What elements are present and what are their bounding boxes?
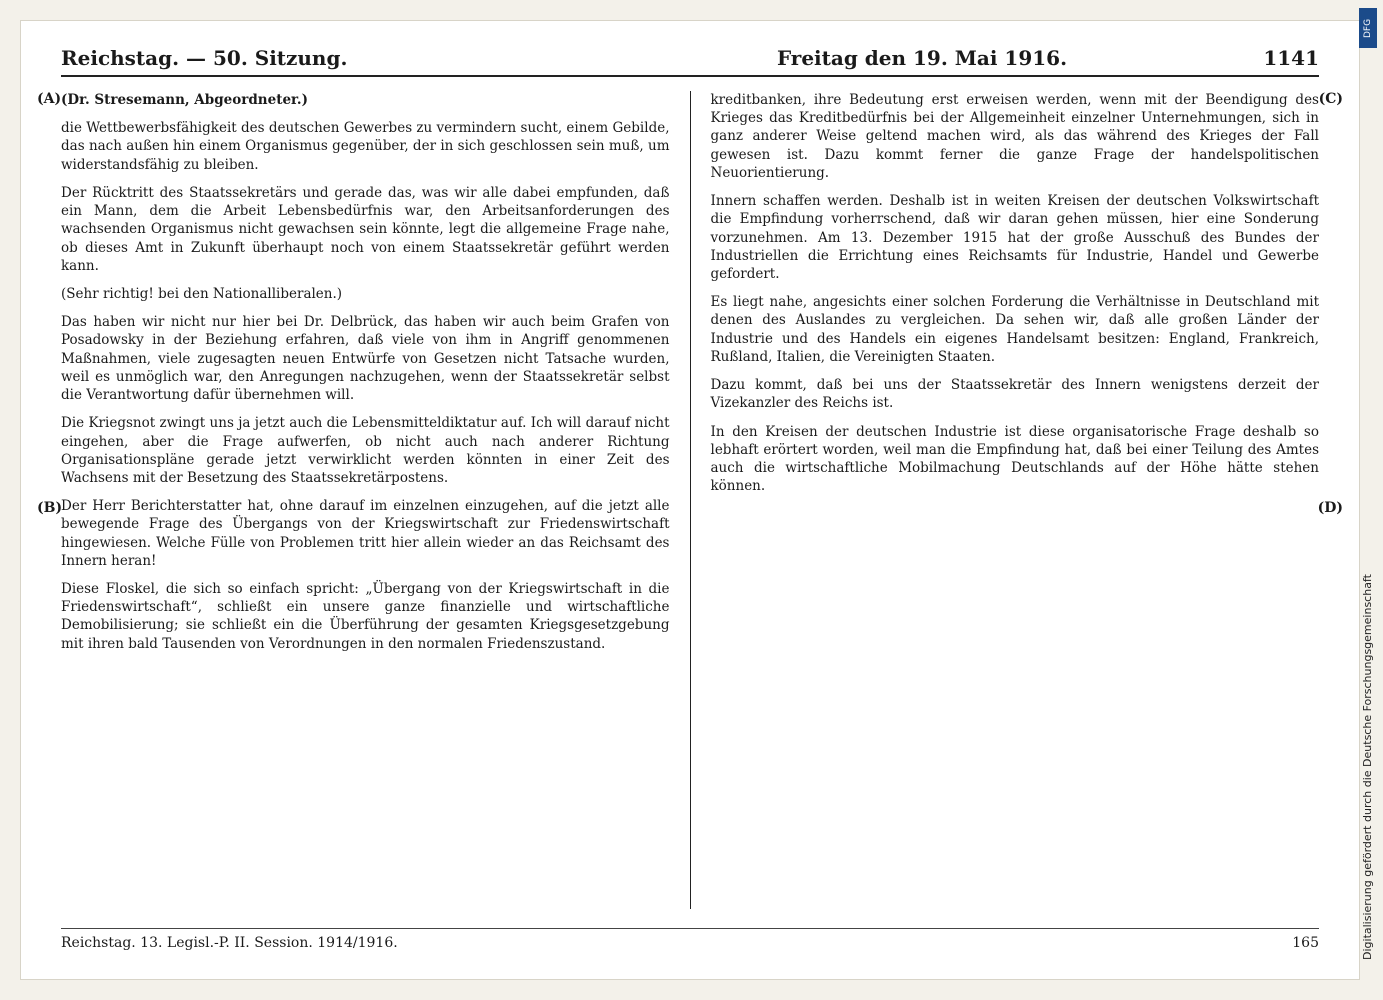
column-divider (690, 91, 691, 909)
paragraph: In den Kreisen der deutschen Industrie ist diese organisatorische Frage deshalb so lebhaft erörtert worden, weil man die Empfindung hat, daß bei einer Teilung des Amtes auch die wirtschaftliche Mobilmachung Deutschlands auf der Höhe hätte stehen können. (710, 423, 1319, 495)
marker-c: (C) (1318, 91, 1343, 107)
paragraph: Der Rücktritt des Staatssekretärs und gerade das, was wir alle dabei empfunden, daß ein Mann, dem die Arbeit Lebensbedürfnis war, den Arbeitsanforderungen des wachsenden Organismus nicht gewachsen sein könnte, legt die allgemeine Frage nahe, ob dieses Amt in Zukunft überhaupt noch von einem Staatssekretär geführt werden kann. (61, 184, 670, 274)
paragraph: die Wettbewerbsfähigkeit des deutschen Gewerbes zu vermindern sucht, einem Gebilde, das nach außen hin einem Organismus gegenüber, der in sich geschlossen sein muß, um widerstandsfähig zu bleiben. (61, 120, 670, 173)
paragraph: kreditbanken, ihre Bedeutung erst erweisen werden, wenn mit der Beendigung des Krieges das Kreditbedürfnis bei der Allgemeinheit einzelner Unternehmungen, sich in ganz anderer Weise geltend machen wird, als das während des Krieges der Fall gewesen ist. Dazu kommt ferner die ganze Frage der handelspolitischen Neuorientierung. (710, 92, 1319, 181)
marker-b: (B) (37, 500, 63, 516)
right-column (710, 91, 1343, 909)
newspaper-page (20, 20, 1360, 980)
paragraph: Es liegt nahe, angesichts einer solchen Forderung die Verhältnisse in Deutschland mit denen des Auslandes zu vergleichen. Da sehen wir, daß alle großen Länder der Industrie und des Handels ein eigenes Handelsamt besitzen: England, Frankreich, Rußland, Italien, die Vereinigten Staaten. (710, 294, 1319, 365)
digitization-credit: Digitalisierung gefördert durch die Deutsche Forschungsgemeinschaft (1361, 574, 1374, 960)
paragraph: Dazu kommt, daß bei uns der Staatssekretär des Innern wenigstens derzeit der Vizekanzler des Reichs ist. (710, 377, 1319, 412)
marker-a: (A) (37, 91, 62, 107)
left-column (37, 91, 670, 909)
paragraph: Der Herr Berichterstatter hat, ohne darauf im einzelnen einzugehen, auf die jetzt alle bewegende Frage des Übergangs von der Kriegswirtschaft zur Friedenswirtschaft hingewiesen. Welche Fülle von Problemen tritt hier allein wieder an das Reichsamt des Innern heran! (61, 498, 670, 569)
marker-d: (D) (1317, 500, 1343, 516)
header-date: Freitag den 19. Mai 1916. (776, 46, 1068, 70)
footer-number: 165 (1292, 935, 1319, 951)
paragraph: Das haben wir nicht nur hier bei Dr. Delbrück, das haben wir auch beim Grafen von Posadowsky in der Beziehung erfahren, daß viele von ihm in Angriff genommenen Maßnahmen, viele zugesagten neuen Entwürfe von Gesetzen nicht Tatsache wurden, weil es unmöglich war, den Anregungen nachzugehen, wenn der Staatssekretär selbst die Verantwortung dafür übernehmen will. (61, 314, 670, 404)
dfg-logo: DFG (1359, 8, 1377, 48)
paragraph: Die Kriegsnot zwingt uns ja jetzt auch die Lebensmitteldiktatur auf. Ich will darauf nicht eingehen, aber die Frage aufwerfen, ob nicht auch nach anderer Richtung Organisationspläne gerade jetzt verwirklicht werden könnten in einer Zeit des Wachsens mit der Besetzung des Staatssekretärpostens. (61, 415, 670, 486)
page-footer (61, 928, 1319, 957)
paragraph: (Sehr richtig! bei den Nationalliberalen.) (61, 285, 343, 302)
page-header (61, 41, 1319, 77)
paragraph: Innern schaffen werden. Deshalb ist in weiten Kreisen der deutschen Volkswirtschaft die Empfindung vorherrschend, daß wir daran gehen müssen, hier eine Sonderung vorzunehmen. Am 13. Dezember 1915 hat der große Ausschuß des Bundes der Industriellen die Errichtung eines Reichsamts für Industrie, Handel und Gewerbe gefordert. (710, 193, 1319, 282)
paragraph: Diese Floskel, die sich so einfach spricht: „Übergang von der Kriegswirtschaft in die Friedenswirtschaft“, schließt ein unsere ganze finanzielle und wirtschaftliche Demobilisierung; sie schließt ein die Überführung der gesamten Kriegsgesetzgebung mit ihren bald Tausenden von Verordnungen in den normalen Friedenszustand. (61, 581, 670, 652)
text-columns (37, 91, 1343, 909)
footer-session: Reichstag. 13. Legisl.-P. II. Session. 1914/1916. (61, 935, 398, 951)
page-number: 1141 (1263, 46, 1319, 70)
speaker-line: (Dr. Stresemann, Abgeordneter.) (61, 92, 308, 108)
header-left: Reichstag. — 50. Sitzung. (61, 46, 348, 70)
